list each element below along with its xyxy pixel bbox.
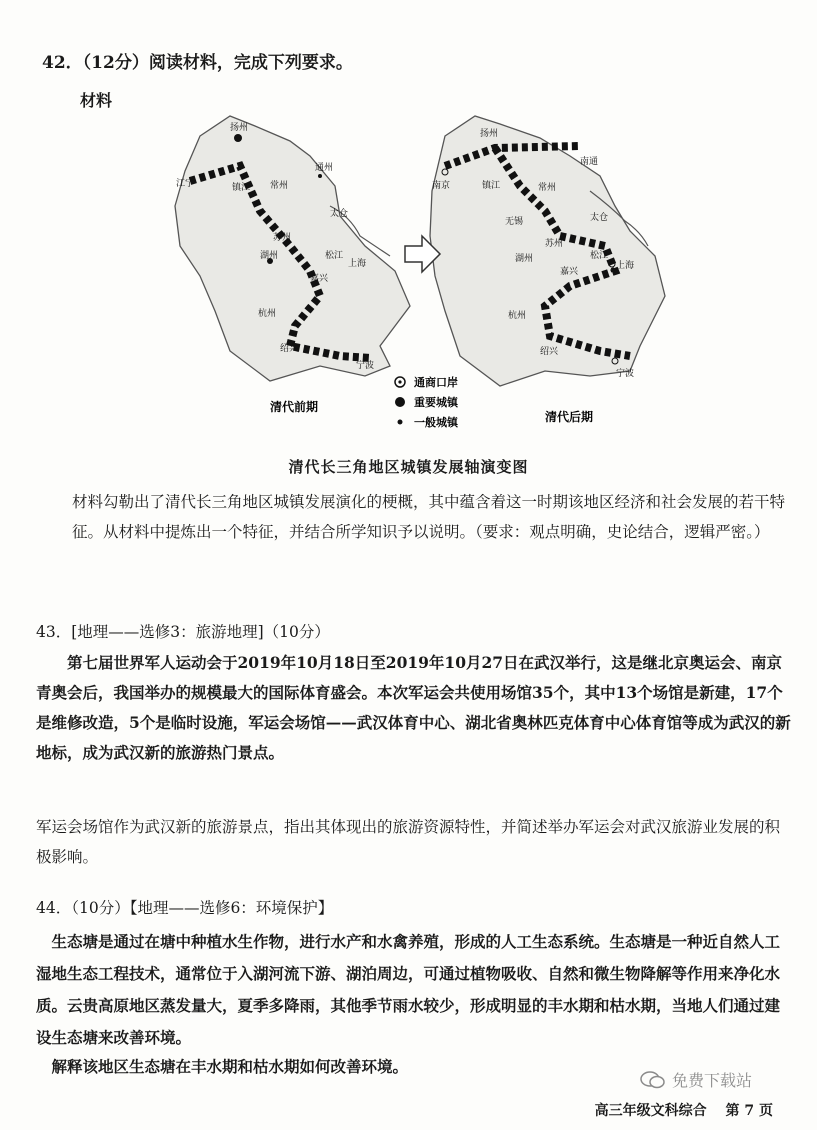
city-label: 松江 <box>590 251 609 261</box>
q43-paragraph: 第七届世界军人运动会于2019年10月18日至2019年10月27日在武汉举行，这是继北京奥运会、南京青奥会后，我国举办的规模最大的国际体育盛会。本次军运会共使用场馆35个，其中13个场馆是新建，17个是维修改造，5个是临时设施，军运会场馆——武汉体育中心、湖北省奥林匹克体育中心体育馆等成为武汉的新地标，成为武汉新的旅游热门景点。 <box>36 653 791 762</box>
q44-question: 解释该地区生态塘在丰水期和枯水期如何改善环境。 <box>51 1057 409 1076</box>
map-legend <box>395 375 459 429</box>
city-label: 湖州 <box>515 254 534 264</box>
city-label: 南京 <box>432 181 451 191</box>
watermark-text: 免费下载站 <box>672 1071 753 1090</box>
city-label: 镇江 <box>482 181 501 191</box>
city-label: 扬州 <box>230 123 249 133</box>
city-label: 宁波 <box>616 369 635 379</box>
legend-major-town: 重要城镇 <box>414 396 458 409</box>
city-label: 常州 <box>270 181 289 191</box>
city-label: 无锡 <box>505 217 524 227</box>
q44-paragraph: 生态塘是通过在塘中种植水生作物，进行水产和水禽养殖，形成的人工生态系统。生态塘是一种近自然人工湿地生态工程技术，通常位于入湖河流下游、湖泊周边，可通过植物吸收、自然和微生物降解等作用来净化水质。云贵高原地区蒸发量大，夏季多降雨，其他季节雨水较少，形成明显的丰水期和枯水期，当地人们通过建设生态塘来改善环境。 <box>36 932 781 1047</box>
city-label: 绍兴 <box>280 344 299 354</box>
q44-title: 44．（10分）【地理——选修6：环境保护】 <box>36 899 334 917</box>
city-axis-map <box>160 96 680 436</box>
city-label: 宁波 <box>356 361 375 371</box>
watermark <box>640 1068 752 1091</box>
exam-name: 高三年级文科综合 <box>594 1103 707 1119</box>
city-label: 南通 <box>580 157 599 167</box>
q43-question: 军运会场馆作为武汉新的旅游景点，指出其体现出的旅游资源特性，并简述举办军运会对武汉旅游业发展的积极影响。 <box>36 818 781 866</box>
city-label: 太仓 <box>590 213 609 223</box>
page-number: 第 7 页 <box>725 1103 773 1119</box>
city-label: 嘉兴 <box>560 267 579 277</box>
left-map-title: 清代前期 <box>270 400 319 414</box>
city-label: 常州 <box>538 183 557 193</box>
q42-title: 42．（12分）阅读材料，完成下列要求。 <box>42 53 353 73</box>
legend-trade-port: 通商口岸 <box>414 376 458 389</box>
page-footer <box>581 1100 773 1120</box>
city-label: 通州 <box>315 163 334 173</box>
city-label: 苏州 <box>545 239 564 249</box>
city-label: 上海 <box>616 261 635 271</box>
city-dot <box>234 134 242 142</box>
city-label: 杭州 <box>258 309 277 319</box>
city-label: 苏州 <box>273 233 292 243</box>
city-label: 镇江 <box>232 183 251 193</box>
q43-title: 43．[地理——选修3：旅游地理]（10分） <box>36 623 330 641</box>
city-label: 湖州 <box>260 251 279 261</box>
wechat-icon <box>640 1070 666 1090</box>
figure-caption: 清代长三角地区城镇发展轴演变图 <box>288 458 529 476</box>
city-label: 绍兴 <box>540 347 559 357</box>
right-map-title: 清代后期 <box>545 410 594 424</box>
city-label: 杭州 <box>508 311 527 321</box>
q42-paragraph: 材料勾勒出了清代长三角地区城镇发展演化的梗概，其中蕴含着这一时期该地区经济和社会发展的若干特征。从材料中提炼出一个特征，并结合所学知识予以说明。（要求：观点明确，史论结合，逻辑严密。） <box>72 493 786 541</box>
city-label: 江宁 <box>176 179 195 189</box>
city-label: 扬州 <box>480 129 499 139</box>
city-label: 松江 <box>325 251 344 261</box>
city-label: 上海 <box>348 259 367 269</box>
city-label: 嘉兴 <box>310 274 329 284</box>
legend-general-town: 一般城镇 <box>414 416 458 429</box>
city-label: 太仓 <box>330 209 349 219</box>
material-label: 材料 <box>80 91 113 110</box>
